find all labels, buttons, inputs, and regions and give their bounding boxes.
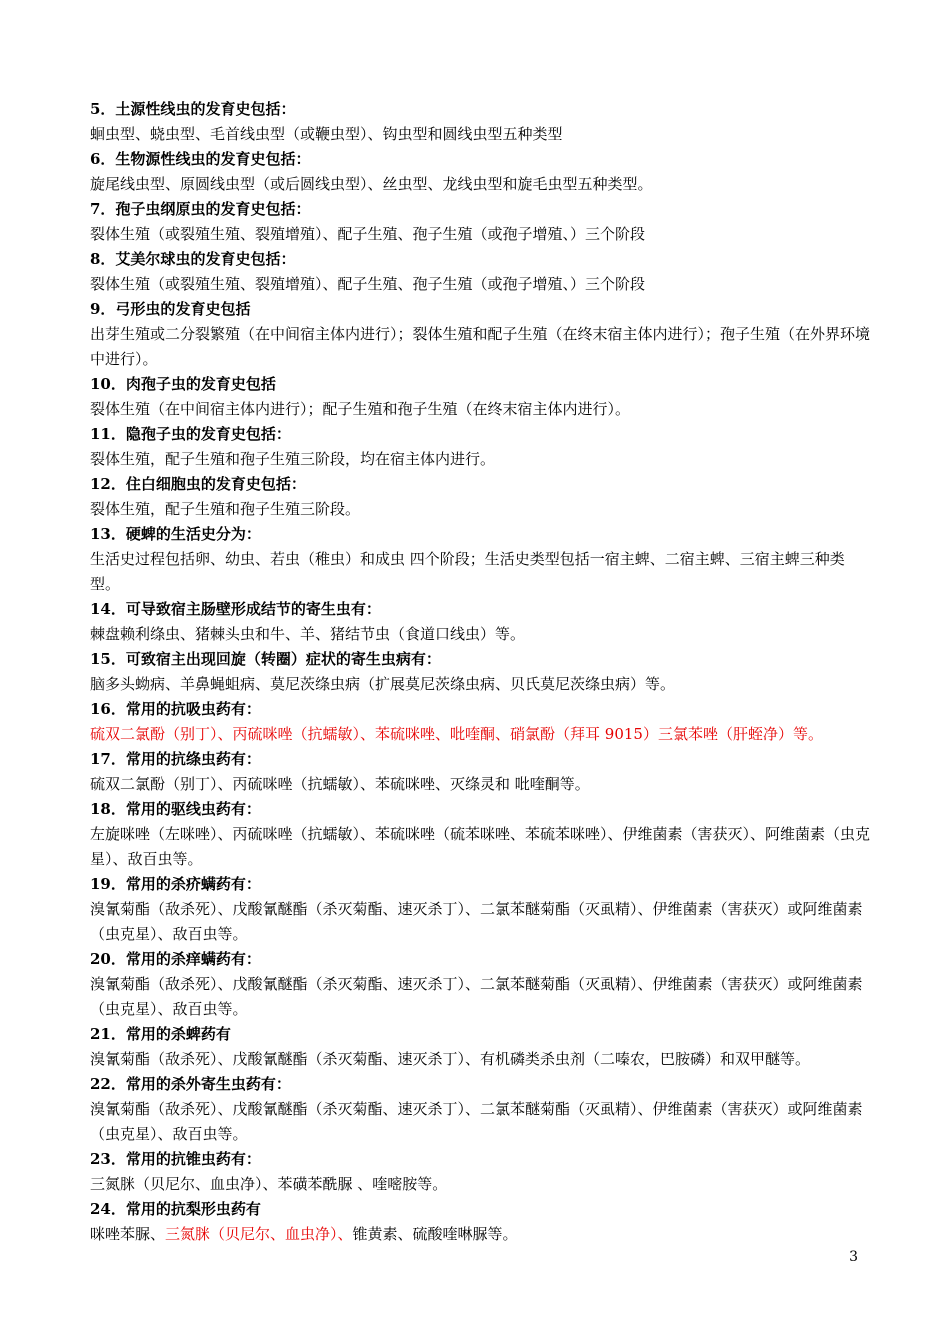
question-heading: 6．生物源性线虫的发育史包括： [90,150,311,168]
document-body [90,97,870,1247]
page-number: 3 [849,1249,858,1265]
question-heading: 24．常用的抗梨形虫药有 [90,1200,261,1218]
question-heading: 15．可致宿主出现回旋（转圈）症状的寄生虫病有： [90,650,441,668]
question-heading: 9．弓形虫的发育史包括 [90,300,251,318]
answer-text: 蛔虫型、蛲虫型、毛首线虫型（或鞭虫型）、钩虫型和圆线虫型五种类型 [90,125,563,143]
answer-text: 裂体生殖（或裂殖生殖、裂殖增殖）、配子生殖、孢子生殖（或孢子增殖、）三个阶段 [90,275,646,293]
question-heading: 10．肉孢子虫的发育史包括 [90,375,276,393]
answer-text-highlighted: 硫双二氯酚（别丁）、丙硫咪唑（抗蠕敏）、苯硫咪唑、吡喹酮、硝氯酚（拜耳 9015）三氯苯唑（肝蛭净）等。 [90,725,823,743]
question-heading: 5．土源性线虫的发育史包括： [90,100,296,118]
answer-text: 溴氰菊酯（敌杀死）、戊酸氰醚酯（杀灭菊酯、速灭杀丁）、二氯苯醚菊酯（灭虱精）、伊维菌素（害获灭）或阿维菌素（虫克星）、敌百虫等。 [90,1100,863,1143]
question-heading: 12．住白细胞虫的发育史包括： [90,475,306,493]
question-heading: 21．常用的杀蜱药有 [90,1025,231,1043]
question-heading: 11．隐孢子虫的发育史包括： [90,425,291,443]
answer-text: 左旋咪唑（左咪唑）、丙硫咪唑（抗蠕敏）、苯硫咪唑（硫苯咪唑、苯硫苯咪唑）、伊维菌素（害获灭）、阿维菌素（虫克星）、敌百虫等。 [90,825,871,868]
question-heading: 20．常用的杀痒螨药有： [90,950,261,968]
answer-text: 棘盘赖利绦虫、猪棘头虫和牛、羊、猪结节虫（食道口线虫）等。 [90,625,526,643]
answer-text-part: 锥黄素、硫酸喹啉脲等。 [352,1225,518,1243]
answer-text: 出芽生殖或二分裂繁殖（在中间宿主体内进行）；裂体生殖和配子生殖（在终末宿主体内进行）；孢子生殖（在外界环境中进行）。 [90,325,871,368]
question-heading: 22．常用的杀外寄生虫药有： [90,1075,291,1093]
answer-text [90,1222,870,1247]
answer-text: 裂体生殖，配子生殖和孢子生殖三阶段，均在宿主体内进行。 [90,450,496,468]
answer-text: 生活史过程包括卵、幼虫、若虫（稚虫）和成虫 四个阶段；生活史类型包括一宿主蜱、二宿主蜱、三宿主蜱三种类型。 [90,550,845,593]
question-heading: 18．常用的驱线虫药有： [90,800,261,818]
answer-text: 硫双二氯酚（别丁）、丙硫咪唑（抗蠕敏）、苯硫咪唑、灭绦灵和 吡喹酮等。 [90,775,590,793]
answer-text-part: 咪唑苯脲、 [90,1225,166,1243]
answer-text: 溴氰菊酯（敌杀死）、戊酸氰醚酯（杀灭菊酯、速灭杀丁）、有机磷类杀虫剂（二嗪农，巴胺磷）和双甲醚等。 [90,1050,811,1068]
answer-text: 裂体生殖（或裂殖生殖、裂殖增殖）、配子生殖、孢子生殖（或孢子增殖、）三个阶段 [90,225,646,243]
question-heading: 13．硬蜱的生活史分为： [90,525,261,543]
answer-text: 脑多头蚴病、羊鼻蝇蛆病、莫尼茨绦虫病（扩展莫尼茨绦虫病、贝氏莫尼茨绦虫病）等。 [90,675,676,693]
question-heading: 14．可导致宿主肠壁形成结节的寄生虫有： [90,600,381,618]
question-heading: 8．艾美尔球虫的发育史包括： [90,250,296,268]
answer-text: 裂体生殖（在中间宿主体内进行）；配子生殖和孢子生殖（在终末宿主体内进行）。 [90,400,631,418]
answer-text-highlighted: 三氮脒（贝尼尔、血虫净）、 [165,1225,353,1243]
answer-text: 三氮脒（贝尼尔、血虫净）、苯磺苯酰脲 、喹嘧胺等。 [90,1175,448,1193]
question-heading: 19．常用的杀疥螨药有： [90,875,261,893]
answer-text: 溴氰菊酯（敌杀死）、戊酸氰醚酯（杀灭菊酯、速灭杀丁）、二氯苯醚菊酯（灭虱精）、伊维菌素（害获灭）或阿维菌素（虫克星）、敌百虫等。 [90,900,863,943]
question-heading: 7．孢子虫纲原虫的发育史包括： [90,200,311,218]
question-heading: 17．常用的抗绦虫药有： [90,750,261,768]
question-heading: 23．常用的抗锥虫药有： [90,1150,261,1168]
answer-text: 溴氰菊酯（敌杀死）、戊酸氰醚酯（杀灭菊酯、速灭杀丁）、二氯苯醚菊酯（灭虱精）、伊维菌素（害获灭）或阿维菌素（虫克星）、敌百虫等。 [90,975,863,1018]
answer-text: 旋尾线虫型、原圆线虫型（或后圆线虫型）、丝虫型、龙线虫型和旋毛虫型五种类型。 [90,175,653,193]
question-heading: 16．常用的抗吸虫药有： [90,700,261,718]
answer-text: 裂体生殖，配子生殖和孢子生殖三阶段。 [90,500,361,518]
